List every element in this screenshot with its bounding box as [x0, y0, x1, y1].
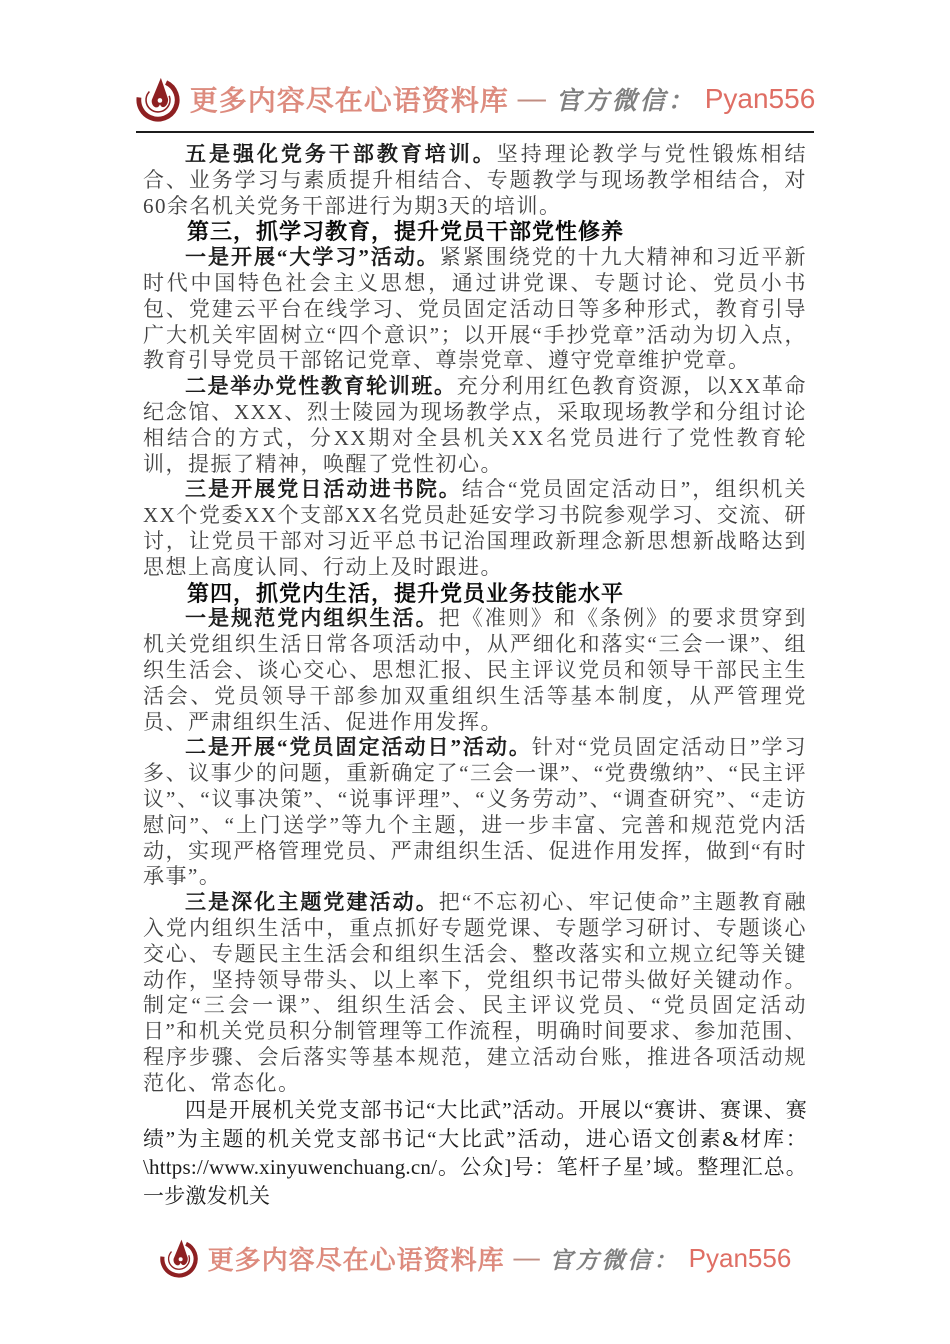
footer-brand-text: 更多内容尽在心语资料库 — [207, 1245, 505, 1275]
paragraph — [143, 890, 807, 1096]
paragraph-text: 把《准则》和《条例》的要求贯穿到机关党组织生活日常各项活动中，从严细化和落实“三会一课”、组织生活会、谈心交心、思想汇报、民主评议党员和领导干部民主生活会、党员领导干部参加双重组织生活等基本制度，从严管理党员、严肃组织生活、促进作用发挥。 — [143, 606, 808, 734]
paragraph-text: 针对“党员固定活动日”学习多、议事少的问题，重新确定了“三会一课”、“党费缴纳”、“民主评议”、“议事决策”、“说事评理”、“义务劳动”、“调查研究”、“走访慰问”、“上门送学”等九个主题，进一步丰富、完善和规范党内活动，实现严格管理党员、严肃组织生活、促进作用发挥，做到“有时承事”。 — [143, 735, 808, 889]
paragraph-text: 把“不忘初心、牢记使命”主题教育融入党内组织生活中，重点抓好专题党课、专题学习研讨、专题谈心交心、专题民主生活会和组织生活会、整改落实和立规立纪等关键动作，坚持领导带头、以上率下，党组织书记带头做好关键动作。制定“三会一课”、组织生活会、民主评议党员、“党员固定活动日”和机关党员积分制管理等工作流程，明确时间要求、参加范围、程序步骤、会后落实等基本规范，建立活动台账，推进各项活动规范化、常态化。 — [143, 890, 808, 1095]
page-footer — [0, 1236, 950, 1280]
paragraph — [143, 142, 807, 219]
brand-pen-circle-logo-icon — [135, 74, 181, 124]
paragraph-text: 结合“党员固定活动日”，组织机关XX个党委XX个支部XX名党员赴延安学习书院参观学习、交流、研讨，让党员干部对习近平总书记治国理政新理念新思想新战略达到思想上高度认同、行动上及时跟进。 — [143, 477, 808, 579]
footer-wechat-label: 官方微信： — [549, 1247, 680, 1273]
header-wechat-id: Pyan556 — [704, 83, 816, 114]
paragraph-lead: 一是开展“大学习”活动。 — [185, 245, 440, 270]
paragraph-watermark-text: 四是开展机关党支部书记“大比武”活动。开展以“赛讲、赛课、赛绩”为主题的机关党支部书记“大比武”活动，进心语文创素&材库：\https://www.xinyuwenchuang.cn/。公众]号：笔杆子星’域。整理汇总。一步激发机关 — [143, 1098, 807, 1208]
paragraph — [143, 477, 807, 580]
paragraph — [143, 735, 807, 890]
document-body — [143, 142, 807, 1210]
paragraph — [143, 606, 807, 735]
paragraph-text: 紧紧围绕党的十九大精神和习近平新时代中国特色社会主义思想，通过讲党课、专题讨论、党员小书包、党建云平台在线学习、党员固定活动日等多种形式，教育引导广大机关牢固树立“四个意识”；以开展“手抄党章”活动为切入点，教育引导党员干部铭记党章、尊崇党章、遵守党章维护党章。 — [143, 245, 808, 373]
header-brand-text: 更多内容尽在心语资料库 — [189, 86, 509, 117]
paragraph — [143, 245, 807, 374]
footer-wechat-id: Pyan556 — [688, 1242, 792, 1273]
header-wechat-label: 官方微信： — [555, 88, 696, 115]
paragraph-lead: 三是深化主题党建活动。 — [185, 890, 439, 915]
paragraph-lead: 一是规范党内组织生活。 — [185, 606, 439, 631]
paragraph-lead: 五是强化党务干部教育培训。 — [185, 142, 497, 166]
section-heading: 第三，抓学习教育，提升党员干部党性修养 — [187, 219, 625, 245]
brand-pen-circle-logo-icon — [159, 1236, 199, 1280]
paragraph — [143, 374, 807, 477]
section-heading: 第四，抓党内生活，提升党员业务技能水平 — [187, 580, 625, 606]
header-rule — [136, 131, 814, 133]
header-dash: — — [517, 83, 547, 114]
paragraph-text: 坚持理论教学与党性锻炼相结合、业务学习与素质提升相结合、专题教学与现场教学相结合，对60余名机关党务干部进行为期3天的培训。 — [143, 142, 808, 218]
paragraph-lead: 三是开展党日活动进书院。 — [185, 477, 462, 502]
paragraph-lead: 二是举办党性教育轮训班。 — [185, 374, 457, 399]
page-header — [0, 0, 950, 133]
footer-dash: — — [513, 1243, 541, 1273]
paragraph-text: 充分利用红色教育资源，以XX革命纪念馆、XXX、烈士陵园为现场教学点，采取现场教学和分组讨论相结合的方式，分XX期对全县机关XX名党员进行了党性教育轮训，提振了精神，唤醒了党性初心。 — [143, 374, 807, 476]
paragraph-lead: 二是开展“党员固定活动日”活动。 — [185, 735, 532, 760]
